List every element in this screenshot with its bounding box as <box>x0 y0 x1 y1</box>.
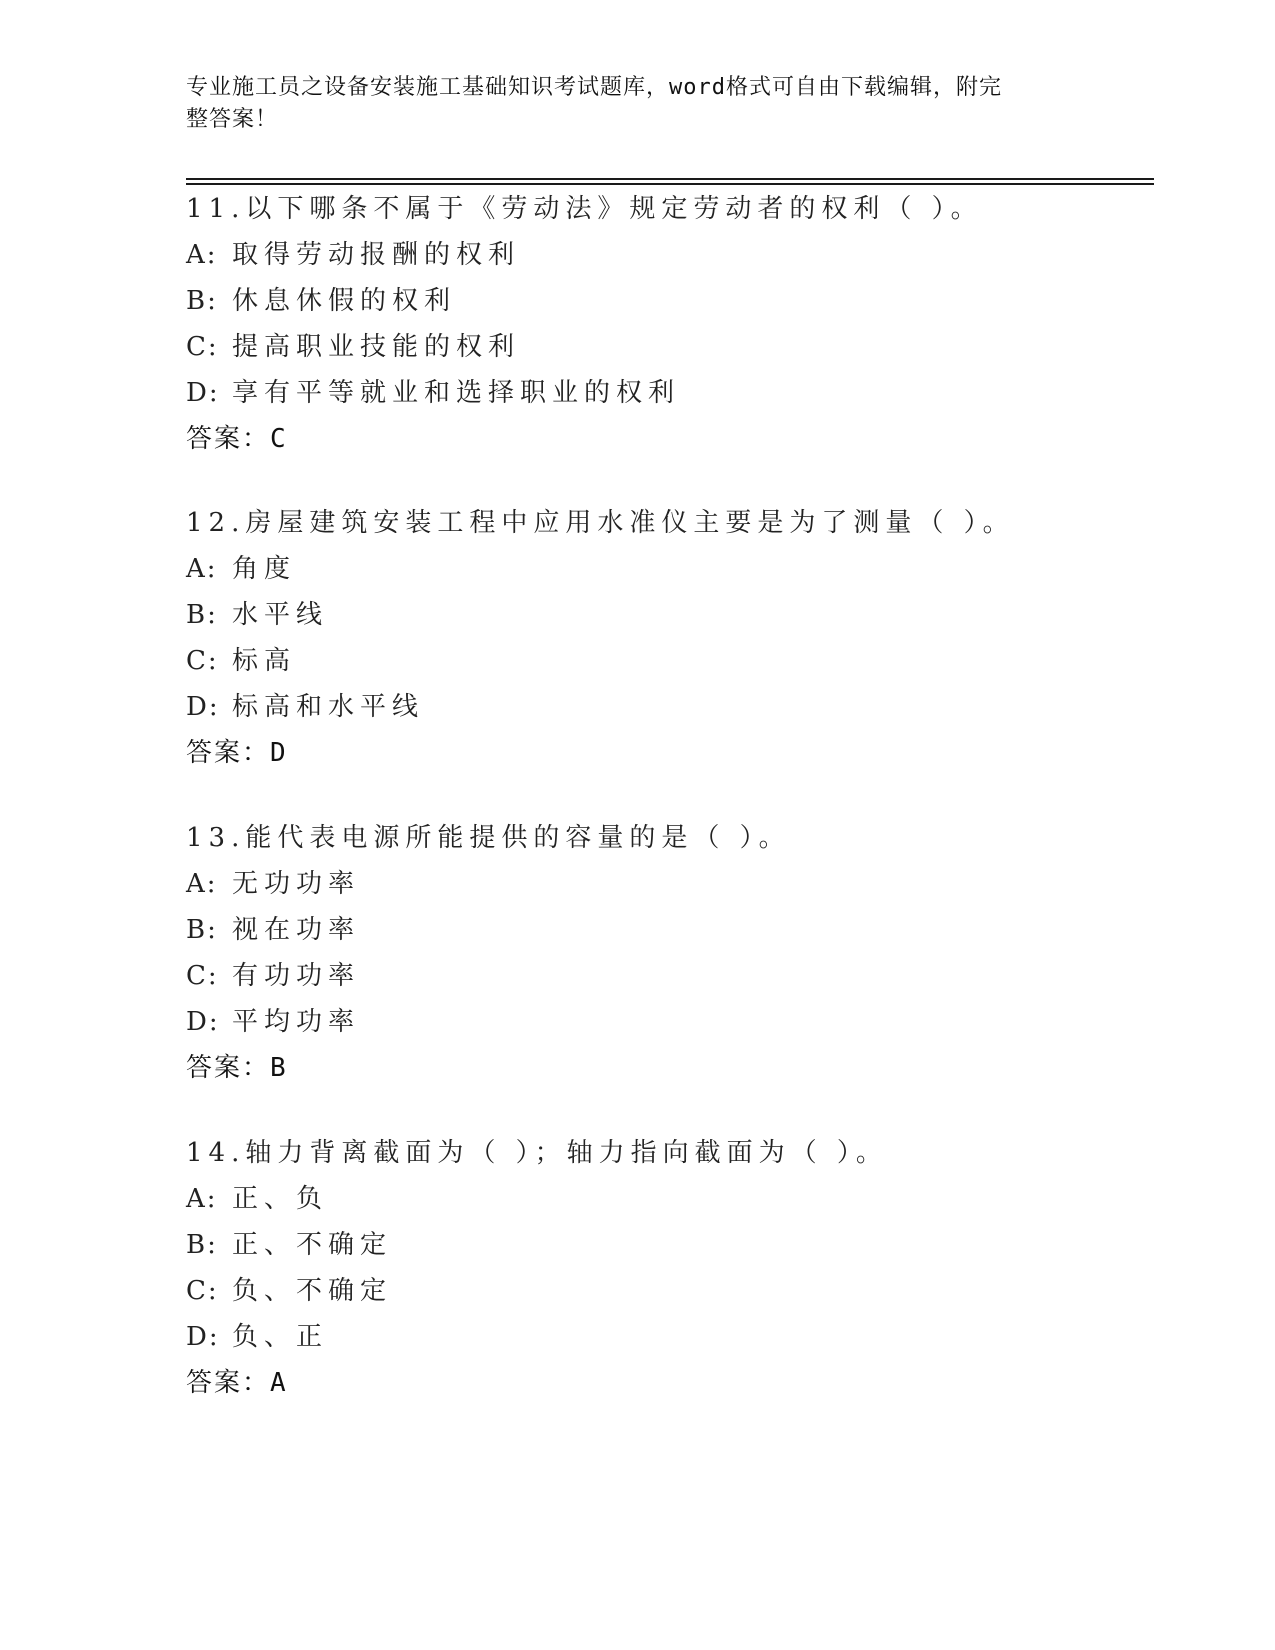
option-letter: B: <box>186 600 218 630</box>
option-text: 视在功率 <box>232 915 361 945</box>
option-text: 角度 <box>232 554 297 584</box>
answer-label: 答案： <box>186 738 271 768</box>
question-stem: 13.能代表电源所能提供的容量的是（ ）。 <box>186 823 791 853</box>
option-c <box>186 953 1136 999</box>
option-letter: D: <box>186 692 220 722</box>
option-d <box>186 999 1136 1045</box>
option-letter: C: <box>186 332 219 362</box>
option-letter: B: <box>186 286 218 316</box>
question-block <box>186 186 1136 462</box>
answer-label: 答案： <box>186 1368 271 1398</box>
option-c <box>186 324 1136 370</box>
option-c <box>186 1268 1136 1314</box>
header-divider-bottom <box>186 183 1154 185</box>
option-b <box>186 278 1136 324</box>
option-text: 正、负 <box>232 1184 329 1214</box>
option-text: 享有平等就业和选择职业的权利 <box>232 378 681 408</box>
option-text: 平均功率 <box>232 1007 361 1037</box>
option-text: 休息休假的权利 <box>232 286 457 316</box>
option-text: 标高 <box>232 646 297 676</box>
option-a <box>186 1176 1136 1222</box>
option-letter: D: <box>186 1007 220 1037</box>
header-line-2: 整答案！ <box>186 107 279 132</box>
option-text: 标高和水平线 <box>232 692 425 722</box>
option-letter: C: <box>186 961 219 991</box>
option-a <box>186 232 1136 278</box>
answer-label: 答案： <box>186 1053 271 1083</box>
answer-value: B <box>270 1053 288 1083</box>
question-stem: 12.房屋建筑安装工程中应用水准仪主要是为了测量（ ）。 <box>186 508 1015 538</box>
question-stem: 11.以下哪条不属于《劳动法》规定劳动者的权利（ ）。 <box>186 194 983 224</box>
option-letter: D: <box>186 378 220 408</box>
option-letter: B: <box>186 915 218 945</box>
answer-line <box>186 1045 1136 1091</box>
answer-value: A <box>270 1368 288 1398</box>
question-stem: 14.轴力背离截面为（ ）；轴力指向截面为（ ）。 <box>186 1138 888 1168</box>
option-letter: D: <box>186 1322 220 1352</box>
option-text: 提高职业技能的权利 <box>232 332 521 362</box>
answer-value: D <box>270 738 288 768</box>
header-divider-top <box>186 178 1154 180</box>
option-text: 有功功率 <box>232 961 361 991</box>
option-text: 负、不确定 <box>232 1276 393 1306</box>
option-letter: C: <box>186 1276 219 1306</box>
answer-line <box>186 730 1136 776</box>
option-text: 取得劳动报酬的权利 <box>232 240 521 270</box>
option-d <box>186 1314 1136 1360</box>
option-letter: A: <box>186 1184 218 1214</box>
document-header <box>186 72 1066 136</box>
option-b <box>186 907 1136 953</box>
option-b <box>186 1222 1136 1268</box>
option-d <box>186 370 1136 416</box>
option-letter: A: <box>186 554 218 584</box>
option-letter: A: <box>186 240 218 270</box>
header-line-1: 专业施工员之设备安装施工基础知识考试题库，word格式可自由下载编辑，附完 <box>186 75 1002 100</box>
option-a <box>186 861 1136 907</box>
option-d <box>186 684 1136 730</box>
option-letter: A: <box>186 869 218 899</box>
answer-value: C <box>270 424 288 454</box>
option-text: 负、正 <box>232 1322 329 1352</box>
question-block <box>186 815 1136 1091</box>
question-block <box>186 1130 1136 1406</box>
answer-line <box>186 416 1136 462</box>
option-c <box>186 638 1136 684</box>
option-letter: C: <box>186 646 219 676</box>
option-a <box>186 546 1136 592</box>
option-b <box>186 592 1136 638</box>
option-text: 无功功率 <box>232 869 361 899</box>
option-text: 水平线 <box>232 600 329 630</box>
question-block <box>186 500 1136 776</box>
option-letter: B: <box>186 1230 218 1260</box>
option-text: 正、不确定 <box>232 1230 393 1260</box>
answer-line <box>186 1360 1136 1406</box>
answer-label: 答案： <box>186 424 271 454</box>
